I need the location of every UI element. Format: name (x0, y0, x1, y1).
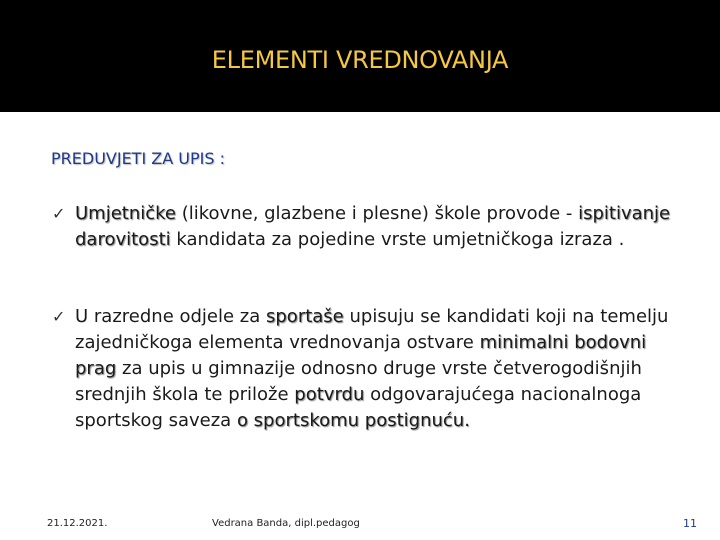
emphasis-text: potvrdu (294, 384, 365, 405)
body-text: odgovarajućega nacionalnoga sportskog saveza (75, 384, 642, 431)
emphasis-text: sportaše (266, 306, 344, 327)
section-subtitle: PREDUVJETI ZA UPIS : (51, 149, 225, 168)
body-text: kandidata za pojedine vrste umjetničkoga izraza . (170, 229, 625, 250)
body-text: (likovne, glazbene i plesne) škole provode - (176, 203, 579, 224)
page-number: 11 (683, 517, 697, 530)
bullet-item-umjetnicke (52, 201, 692, 253)
body-text: upisuju se kandidati koji na temelju zajedničkoga elementa vrednovanja ostvare (75, 306, 669, 353)
emphasis-text: minimalni bodovni prag (75, 332, 647, 379)
emphasis-text: ispitivanje darovitosti (75, 203, 671, 250)
body-text: za upis u gimnazije odnosno druge vrste četverogodišnjih srednjih škola te prilože (75, 358, 642, 405)
bullet-text (75, 201, 692, 253)
bullet-text (75, 304, 692, 434)
checkmark-icon: ✓ (52, 204, 66, 223)
footer-author: Vedrana Banda, dipl.pedagog (212, 518, 360, 529)
bullet-item-sportasi (52, 304, 692, 434)
slide-title: ELEMENTI VREDNOVANJA (211, 46, 509, 74)
body-text: U razredne odjele za (75, 306, 266, 327)
emphasis-text: Umjetničke (75, 203, 177, 224)
footer-date: 21.12.2021. (47, 518, 108, 529)
emphasis-text: o sportskomu postignuću. (236, 410, 470, 431)
checkmark-icon: ✓ (52, 307, 66, 326)
